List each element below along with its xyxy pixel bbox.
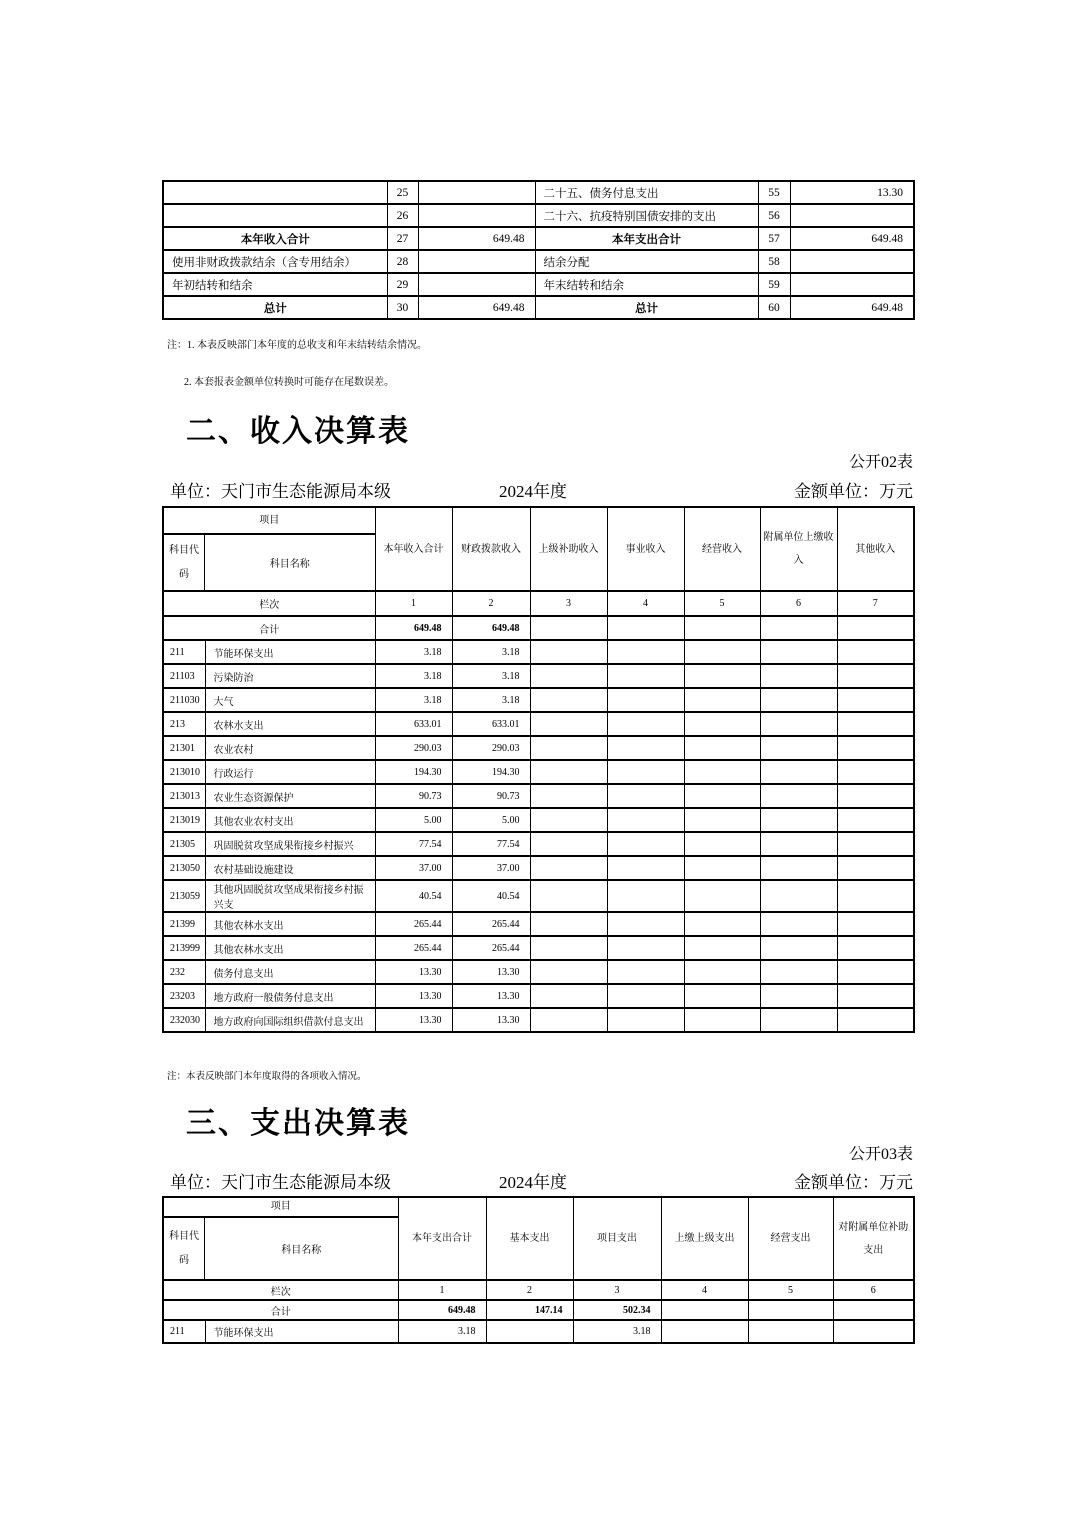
expenditure-value [661,1320,748,1343]
income-subject-code: 21301 [163,736,205,760]
income-data-row [163,640,914,664]
income-header-subject-code: 科目代码 [164,535,205,590]
income-table-body [163,640,914,1032]
income-subject-name: 巩固脱贫攻坚成果衔接乡村振兴 [205,832,375,856]
expenditure-meta-line [162,1168,913,1190]
income-subject-code: 21305 [163,832,205,856]
income-col-number: 2 [452,591,530,616]
expenditure-unit-name: 单位：天门市生态能源局本级 [170,1173,391,1192]
summary-row [163,204,914,227]
income-value [760,1008,837,1032]
income-subject-name: 农村基础设施建设 [205,856,375,880]
summary-right-label: 结余分配 [535,250,758,273]
income-value [684,856,760,880]
income-table-label: 公开02表 [848,454,913,471]
income-data-row [163,880,914,912]
expenditure-table-body [163,1320,914,1343]
income-data-row [163,712,914,736]
income-header-project: 项目 [164,508,375,535]
summary-left-label: 使用非财政拨款结余（含专用结余） [163,250,387,273]
summary-note-1: 注：1. 本表反映部门本年度的总收支和年末结转结余情况。 [167,340,427,351]
income-subject-name: 农业生态资源保护 [205,784,375,808]
income-value [837,880,914,912]
expenditure-col-number: 4 [661,1280,748,1300]
expenditure-lanci-label: 栏次 [163,1280,398,1300]
summary-left-value [418,273,535,296]
income-data-row [163,760,914,784]
income-value: 37.00 [452,856,530,880]
income-value [607,832,684,856]
summary-row [163,181,914,204]
summary-left-label: 本年收入合计 [163,227,387,250]
summary-left-value: 649.48 [418,296,535,319]
income-total-row [163,616,914,640]
income-col-number: 6 [760,591,837,616]
expenditure-total-value: 649.48 [398,1300,486,1320]
income-subject-name: 其他农林水支出 [205,936,375,960]
income-data-row [163,912,914,936]
expenditure-value: 3.18 [398,1320,486,1343]
income-col-header: 事业收入 [607,507,684,591]
income-value [530,688,607,712]
income-section-title: 二、收入决算表 [186,415,410,448]
income-value [760,664,837,688]
summary-left-line-no: 26 [387,204,418,227]
expenditure-table [162,1196,915,1344]
income-subject-name: 大气 [205,688,375,712]
income-value: 77.54 [452,832,530,856]
income-value [684,960,760,984]
income-value: 290.03 [452,736,530,760]
income-value [684,808,760,832]
income-value: 37.00 [375,856,452,880]
income-amount-unit: 金额单位：万元 [794,482,913,501]
income-total-label: 合计 [163,616,375,640]
income-subject-code: 213059 [163,880,205,912]
expenditure-header-row [163,1197,914,1280]
income-fiscal-year: 2024年度 [499,482,567,501]
income-value: 13.30 [375,984,452,1008]
income-value [837,664,914,688]
summary-right-label: 总计 [535,296,758,319]
income-subject-code: 213013 [163,784,205,808]
summary-left-line-no: 28 [387,250,418,273]
income-data-row [163,784,914,808]
expenditure-total-value: 502.34 [573,1300,661,1320]
income-value [684,936,760,960]
income-subject-code: 21399 [163,912,205,936]
summary-right-line-no: 56 [758,204,790,227]
income-subject-name: 其他农林水支出 [205,912,375,936]
income-value: 77.54 [375,832,452,856]
income-value [837,936,914,960]
income-value [684,784,760,808]
income-subject-name: 污染防治 [205,664,375,688]
summary-right-line-no: 58 [758,250,790,273]
income-value [607,664,684,688]
income-value: 13.30 [375,960,452,984]
income-header-row [163,507,914,591]
income-col-number: 1 [375,591,452,616]
income-value: 3.18 [452,640,530,664]
income-value [607,736,684,760]
income-col-number: 4 [607,591,684,616]
summary-row [163,273,914,296]
income-value [760,688,837,712]
income-value [684,984,760,1008]
income-subject-name: 农林水支出 [205,712,375,736]
income-col-number: 5 [684,591,760,616]
expenditure-col-header: 本年支出合计 [398,1197,486,1280]
income-value: 5.00 [452,808,530,832]
income-value [684,736,760,760]
income-value: 265.44 [452,912,530,936]
income-total-value [684,616,760,640]
expenditure-header-subject-code: 科目代码 [164,1218,205,1279]
summary-right-label: 本年支出合计 [535,227,758,250]
income-subject-name: 其他巩固脱贫攻坚成果衔接乡村振兴支 [205,880,375,912]
income-value [837,712,914,736]
summary-right-value [790,273,914,296]
income-value [837,736,914,760]
income-value [760,712,837,736]
income-value [760,760,837,784]
income-value: 40.54 [452,880,530,912]
summary-right-value: 649.48 [790,296,914,319]
income-value [530,832,607,856]
income-value [684,880,760,912]
summary-row [163,296,914,319]
expenditure-amount-unit: 金额单位：万元 [794,1173,913,1192]
income-header-subject-split [164,535,375,590]
income-value [760,984,837,1008]
summary-left-label: 年初结转和结余 [163,273,387,296]
expenditure-col-header: 经营支出 [748,1197,833,1280]
income-subject-code: 23203 [163,984,205,1008]
expenditure-value [833,1320,914,1343]
income-value [530,784,607,808]
income-data-row [163,808,914,832]
income-value [760,784,837,808]
income-value: 90.73 [375,784,452,808]
expenditure-col-number: 3 [573,1280,661,1300]
income-data-row [163,936,914,960]
expenditure-total-row [163,1300,914,1320]
income-col-header: 财政拨款收入 [452,507,530,591]
expenditure-header-subject-name: 科目名称 [281,1245,322,1256]
income-value [530,912,607,936]
income-value [760,880,837,912]
summary-right-line-no: 60 [758,296,790,319]
income-lanci-label: 栏次 [163,591,375,616]
income-total-value [837,616,914,640]
expenditure-total-value [748,1300,833,1320]
income-subject-code: 21103 [163,664,205,688]
expenditure-value [748,1320,833,1343]
income-value [607,880,684,912]
summary-right-line-no: 59 [758,273,790,296]
income-value [530,712,607,736]
income-value: 5.00 [375,808,452,832]
income-unit-name: 单位：天门市生态能源局本级 [170,482,391,501]
income-value [607,960,684,984]
income-value: 194.30 [375,760,452,784]
income-subject-code: 211030 [163,688,205,712]
income-total-value: 649.48 [375,616,452,640]
summary-table-body [163,181,914,319]
income-value [837,912,914,936]
income-value [607,808,684,832]
summary-left-line-no: 30 [387,296,418,319]
income-value: 13.30 [452,960,530,984]
income-value [760,640,837,664]
income-value: 265.44 [452,936,530,960]
income-value [684,912,760,936]
summary-right-value [790,250,914,273]
summary-left-label [163,181,387,204]
income-value: 13.30 [452,984,530,1008]
expenditure-subject-code: 211 [163,1320,205,1343]
income-value [530,880,607,912]
income-total-value [607,616,684,640]
income-subject-name: 农业农村 [205,736,375,760]
summary-right-value: 649.48 [790,227,914,250]
income-total-value [760,616,837,640]
summary-note-2: 2. 本套报表金额单位转换时可能存在尾数误差。 [184,377,394,388]
income-value [607,712,684,736]
income-col-number: 3 [530,591,607,616]
income-value: 633.01 [452,712,530,736]
expenditure-col-header: 基本支出 [486,1197,573,1280]
income-col-number: 7 [837,591,914,616]
income-data-row [163,688,914,712]
income-subject-code: 213019 [163,808,205,832]
expenditure-table-label: 公开03表 [848,1146,913,1163]
expenditure-col-header: 上缴上级支出 [661,1197,748,1280]
summary-left-label [163,204,387,227]
expenditure-total-value [661,1300,748,1320]
income-subject-name: 其他农业农村支出 [205,808,375,832]
income-data-row [163,736,914,760]
income-subject-code: 213999 [163,936,205,960]
income-header-corner [163,507,375,591]
income-subject-name: 地方政府一般债务付息支出 [205,984,375,1008]
expenditure-fiscal-year: 2024年度 [499,1173,567,1192]
income-value [837,640,914,664]
expenditure-col-number: 2 [486,1280,573,1300]
expenditure-value [486,1320,573,1343]
income-value [684,832,760,856]
income-value: 3.18 [375,688,452,712]
income-value [684,664,760,688]
income-value: 290.03 [375,736,452,760]
income-meta-line [162,477,913,499]
income-value: 3.18 [452,688,530,712]
income-subject-name: 行政运行 [205,760,375,784]
income-value [607,984,684,1008]
expenditure-col-number: 6 [833,1280,914,1300]
income-value [607,1008,684,1032]
income-data-row [163,856,914,880]
income-value: 3.18 [375,664,452,688]
summary-left-value [418,181,535,204]
income-value [837,856,914,880]
income-subject-name: 债务付息支出 [205,960,375,984]
income-value [684,712,760,736]
income-value: 194.30 [452,760,530,784]
expenditure-col-header: 项目支出 [573,1197,661,1280]
income-value [530,760,607,784]
summary-left-value [418,204,535,227]
income-value [837,808,914,832]
summary-left-value [418,250,535,273]
income-value [760,736,837,760]
income-value [607,856,684,880]
income-value [684,688,760,712]
expenditure-section-title: 三、支出决算表 [186,1107,410,1140]
summary-left-line-no: 27 [387,227,418,250]
income-value [760,856,837,880]
summary-left-label: 总计 [163,296,387,319]
income-value [530,736,607,760]
income-value [530,664,607,688]
income-value [607,688,684,712]
income-table [162,506,915,1033]
income-col-header: 经营收入 [684,507,760,591]
summary-right-label: 二十六、抗疫特别国债安排的支出 [535,204,758,227]
income-value [530,640,607,664]
income-data-row [163,664,914,688]
income-value [760,832,837,856]
expenditure-total-label: 合计 [163,1300,398,1320]
income-value [837,784,914,808]
income-value [837,760,914,784]
income-total-value [530,616,607,640]
income-value [530,936,607,960]
expenditure-col-number: 1 [398,1280,486,1300]
summary-left-line-no: 25 [387,181,418,204]
expenditure-col-number: 5 [748,1280,833,1300]
income-value [837,1008,914,1032]
income-data-row [163,984,914,1008]
income-value [837,984,914,1008]
income-subject-name: 节能环保支出 [205,640,375,664]
income-value [760,936,837,960]
summary-right-line-no: 55 [758,181,790,204]
income-col-header: 其他收入 [837,507,914,591]
income-subject-name: 地方政府向国际组织借款付息支出 [205,1008,375,1032]
income-data-row [163,832,914,856]
income-value: 13.30 [452,1008,530,1032]
income-value [530,984,607,1008]
income-value [837,960,914,984]
income-value [607,640,684,664]
income-value [760,912,837,936]
summary-right-line-no: 57 [758,227,790,250]
income-note: 注：本表反映部门本年度取得的各项收入情况。 [167,1072,367,1082]
summary-row [163,227,914,250]
income-value [530,808,607,832]
summary-table [162,180,915,320]
income-value: 265.44 [375,912,452,936]
expenditure-value: 3.18 [573,1320,661,1343]
income-value [837,688,914,712]
income-value [530,1008,607,1032]
summary-row [163,250,914,273]
income-data-row [163,1008,914,1032]
expenditure-data-row [163,1320,914,1343]
expenditure-header-corner [163,1197,398,1280]
income-value [837,832,914,856]
summary-left-value: 649.48 [418,227,535,250]
income-subject-code: 232030 [163,1008,205,1032]
income-value: 3.18 [375,640,452,664]
income-subject-code: 211 [163,640,205,664]
income-value: 265.44 [375,936,452,960]
income-subject-code: 213010 [163,760,205,784]
summary-left-line-no: 29 [387,273,418,296]
income-value [760,960,837,984]
income-value: 13.30 [375,1008,452,1032]
expenditure-header-subject-split [164,1218,398,1279]
expenditure-total-value: 147.14 [486,1300,573,1320]
income-header-subject-name: 科目名称 [269,559,310,570]
expenditure-lanci-row [163,1280,914,1300]
summary-right-label: 年末结转和结余 [535,273,758,296]
income-value [684,640,760,664]
expenditure-subject-name: 节能环保支出 [205,1320,398,1343]
income-col-header: 上级补助收入 [530,507,607,591]
income-value: 3.18 [452,664,530,688]
income-value [607,760,684,784]
income-value [684,760,760,784]
expenditure-header-project: 项目 [164,1198,398,1218]
income-subject-code: 232 [163,960,205,984]
income-value [607,784,684,808]
income-subject-code: 213050 [163,856,205,880]
summary-right-value [790,204,914,227]
income-data-row [163,960,914,984]
income-col-header: 附属单位上缴收入 [760,507,837,591]
expenditure-total-value [833,1300,914,1320]
income-total-value: 649.48 [452,616,530,640]
income-lanci-row [163,591,914,616]
income-value [530,856,607,880]
income-value [684,1008,760,1032]
income-value [530,960,607,984]
expenditure-col-header: 对附属单位补助支出 [833,1197,914,1280]
income-value [607,936,684,960]
income-col-header: 本年收入合计 [375,507,452,591]
summary-right-value: 13.30 [790,181,914,204]
income-value [760,808,837,832]
income-value: 90.73 [452,784,530,808]
income-value: 633.01 [375,712,452,736]
summary-right-label: 二十五、债务付息支出 [535,181,758,204]
income-value: 40.54 [375,880,452,912]
income-value [607,912,684,936]
income-subject-code: 213 [163,712,205,736]
